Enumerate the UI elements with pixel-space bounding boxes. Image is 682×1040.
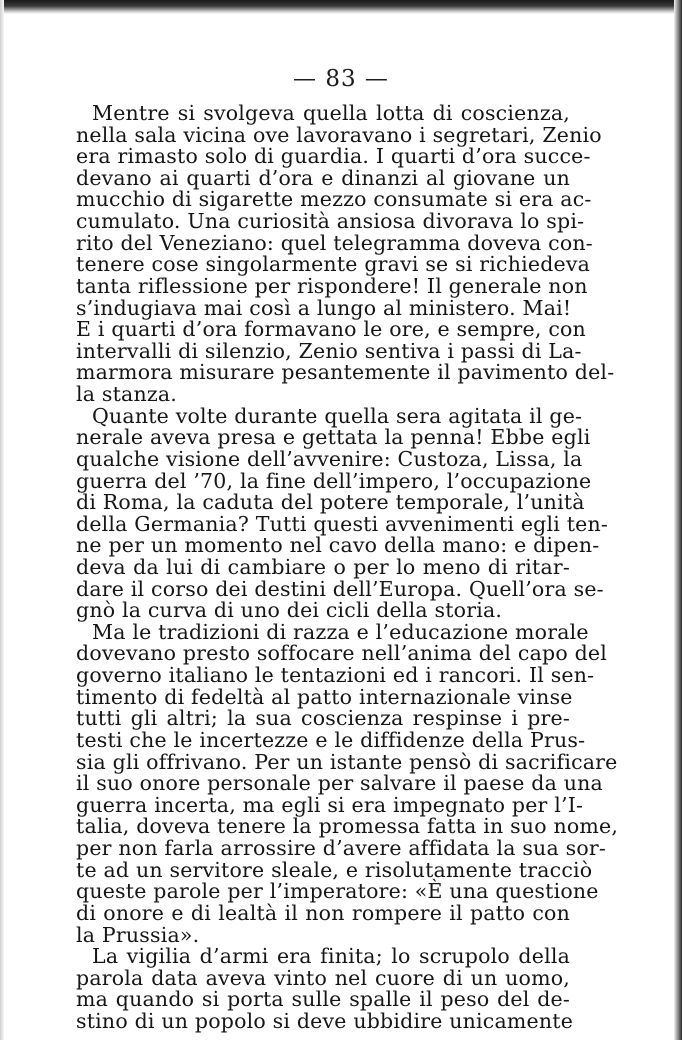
text-line: la stanza. [76, 382, 178, 406]
text-line: era rimasto solo di guardia. I quarti d’ora succe- [76, 144, 591, 168]
text-line: ma quando si porta sulle spalle il peso del de- [76, 987, 570, 1011]
text-line: dovevano presto soffocare nell’anima del capo del [76, 641, 607, 665]
text-line: di Roma, la caduta del potere temporale, l’unità [76, 490, 585, 514]
text-line: della Germania? Tutti questi avvenimenti egli ten- [76, 512, 609, 536]
text-line: di onore e di lealtà il non rompere il patto con [76, 901, 570, 925]
text-line: stino di un popolo si deve ubbidire unicamente [76, 1009, 574, 1033]
text-line: gnò la curva di uno dei cicli della storia. [76, 598, 503, 622]
text-line: tenere cose singolarmente gravi se si richiedeva [76, 252, 591, 276]
text-line: tanta riflessione per rispondere! Il generale non [76, 274, 588, 298]
text-line: testi che le incertezze e le diffidenze della Prus- [76, 728, 586, 752]
text-line: intervalli di silenzio, Zenio sentiva i passi di La- [76, 339, 582, 363]
text-line: E i quarti d’ora formavano le ore, e sempre, con [76, 317, 586, 341]
text-line: nerale aveva presa e gettata la penna! Ebbe egli [76, 425, 591, 449]
text-line: qualche visione dell’avvenire: Custoza, Lissa, la [76, 447, 583, 471]
text-line: timento di fedeltà al patto internazionale vinse [76, 685, 573, 709]
text-line: tutti gli altri; la sua coscienza respinse i pre- [76, 706, 570, 730]
text-line: guerra del ’70, la fine dell’impero, l’occupazione [76, 469, 592, 493]
text-line: governo italiano le tentazioni ed i rancori. Il sen- [76, 663, 595, 687]
text-line: sia gli offrivano. Per un istante pensò di sacrificare [76, 750, 618, 774]
text-line: rito del Veneziano: quel telegramma doveva con- [76, 231, 593, 255]
text-line: guerra incerta, ma egli si era impegnato per l’I- [76, 793, 584, 817]
text-line: parola data aveva vinto nel cuore di un uomo, [76, 966, 570, 990]
text-line: mucchio di sigarette mezzo consumate si era ac- [76, 187, 592, 211]
text-line: cumulato. Una curiosità ansiosa divorava lo spi- [76, 209, 585, 233]
text-line: il suo onore personale per salvare il paese da una [76, 771, 603, 795]
text-line: s’indugiava mai così a lungo al ministero. Mai! [76, 296, 572, 320]
text-line: Mentre si svolgeva quella lotta di coscienza, [92, 101, 570, 125]
text-line: dare il corso dei destini dell’Europa. Quell’ora se- [76, 577, 604, 601]
text-line: deva da lui di cambiare o per lo meno di ritar- [76, 555, 570, 579]
text-line: marmora misurare pesantemente il pavimento del- [76, 360, 615, 384]
text-line: Quante volte durante quella sera agitata il ge- [92, 404, 583, 428]
text-line: Ma le tradizioni di razza e l’educazione morale [92, 620, 589, 644]
text-line: talia, doveva tenere la promessa fatta in suo nome, [76, 814, 619, 838]
text-line: la Prussia». [76, 923, 200, 947]
text-line: queste parole per l’imperatore: «È una questione [76, 879, 599, 903]
text-line: ne per un momento nel cavo della mano: e dipen- [76, 533, 600, 557]
page-number: — 83 — [293, 66, 389, 92]
text-line: per non farla arrossire d’avere affidata la sua sor- [76, 836, 606, 860]
text-line: La vigilia d’armi era finita; lo scrupolo della [92, 944, 570, 968]
text-line: nella sala vicina ove lavoravano i segretari, Zenio [76, 123, 602, 147]
text-line: devano ai quarti d’ora e dinanzi al giovane un [76, 166, 570, 190]
text-line: te ad un servitore sleale, e risolutamente tracciò [76, 858, 593, 882]
